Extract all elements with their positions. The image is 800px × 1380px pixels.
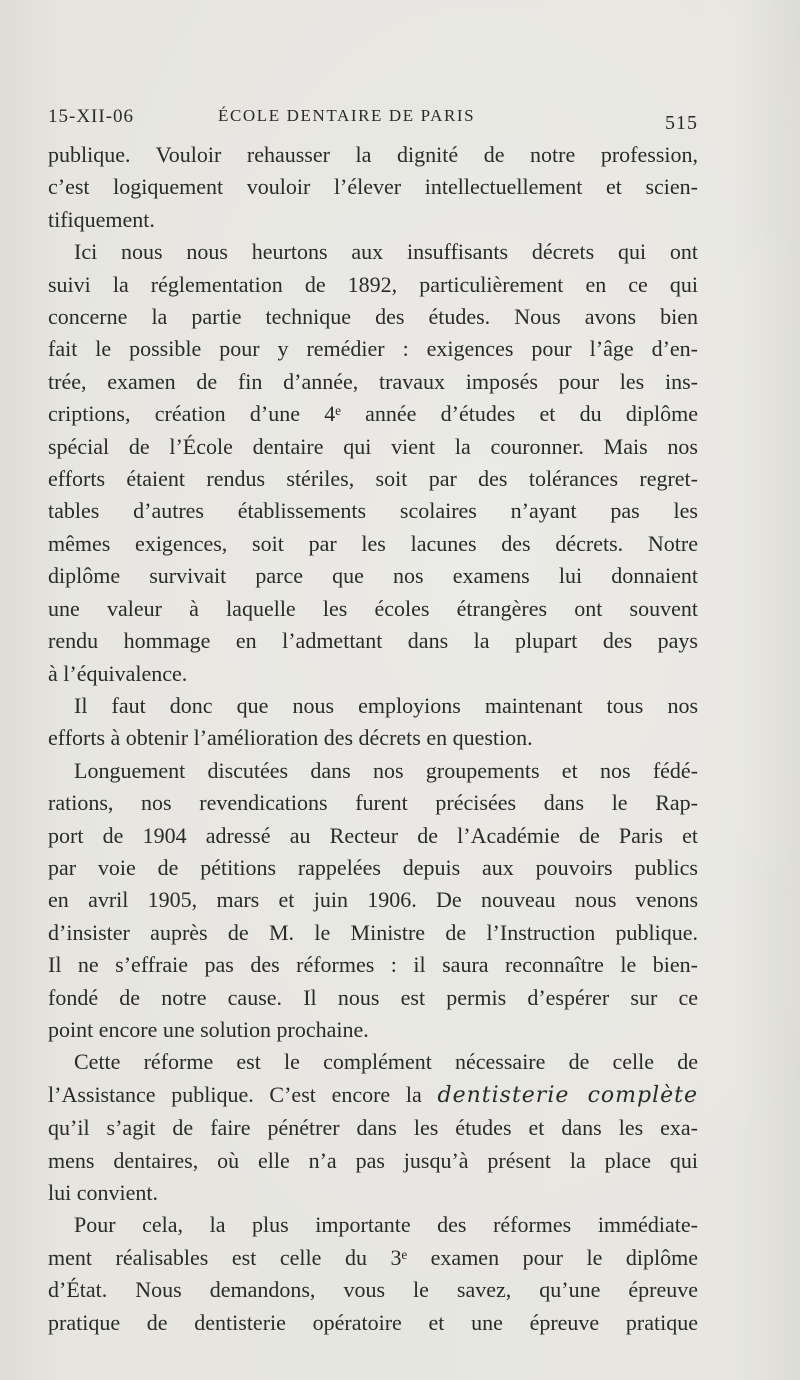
text-line: trée, examen de fin d’année, travaux imposés pour les ins- [48, 368, 698, 394]
text-line: rendu hommage en l’admettant dans la plupart des pays [48, 628, 698, 654]
text-line: Il faut donc que nous employions maintenant tous nos [74, 692, 698, 718]
text-line: qu’il s’agit de faire pénétrer dans les études et dans les exa- [48, 1115, 698, 1141]
text-line: efforts à obtenir l’amélioration des décrets en question. [48, 725, 533, 751]
text-line: concerne la partie technique des études. Nous avons bien [48, 304, 698, 330]
text-line: tables d’autres établissements scolaires n’ayant pas les [48, 498, 698, 524]
text-line: d’insister auprès de M. le Ministre de l’Instruction publique. [48, 919, 698, 945]
text-line: Il ne s’effraie pas des réformes : il saura reconnaître le bien- [48, 952, 698, 978]
text-line: suivi la réglementation de 1892, particulièrement en ce qui [48, 271, 698, 297]
text-line-with-emphasis [48, 1080, 698, 1111]
text-line: lui convient. [48, 1180, 158, 1205]
text-line: tifiquement. [48, 206, 155, 232]
text-line: pratique de dentisterie opératoire et une épreuve pratique [48, 1309, 698, 1335]
issue-date: 15-XII-06 [48, 106, 135, 127]
text-line: mêmes exigences, soit par les lacunes des décrets. Notre [48, 530, 698, 556]
body-text [48, 140, 698, 1338]
text-line: ment réalisables est celle du 3ᵉ examen pour le diplôme [48, 1244, 698, 1270]
text-line: Ici nous nous heurtons aux insuffisants décrets qui ont [74, 239, 698, 265]
page-number: 515 [665, 112, 698, 134]
emphasized-phrase: dentisterie complète [437, 1082, 698, 1108]
text-line: spécial de l’École dentaire qui vient la couronner. Mais nos [48, 433, 698, 459]
running-head [48, 104, 698, 134]
text-line: Longuement discutées dans nos groupements et nos fédé- [74, 757, 698, 783]
text-line: une valeur à laquelle les écoles étrangères ont souvent [48, 595, 698, 621]
text-line: par voie de pétitions rappelées depuis aux pouvoirs publics [48, 854, 698, 880]
text-line: rations, nos revendications furent précisées dans le Rap- [48, 790, 698, 816]
text-line: fondé de notre cause. Il nous est permis d’espérer sur ce [48, 984, 698, 1010]
text-line: publique. Vouloir rehausser la dignité de notre profession, [48, 142, 698, 167]
text-segment: l’Assistance publique. C’est encore la [48, 1081, 422, 1107]
text-line: fait le possible pour y remédier : exigences pour l’âge d’en- [48, 336, 698, 362]
text-line: efforts étaient rendus stériles, soit par des tolérances regret- [48, 466, 698, 492]
text-line: c’est logiquement vouloir l’élever intellectuellement et scien- [48, 174, 698, 200]
text-line: mens dentaires, où elle n’a pas jusqu’à présent la place qui [48, 1147, 698, 1173]
text-line: port de 1904 adressé au Recteur de l’Académie de Paris et [48, 822, 698, 848]
text-line: point encore une solution prochaine. [48, 1016, 369, 1042]
text-line: en avril 1905, mars et juin 1906. De nouveau nous venons [48, 887, 698, 913]
text-line: diplôme survivait parce que nos examens lui donnaient [48, 563, 698, 589]
text-line: Cette réforme est le complément nécessaire de celle de [74, 1049, 698, 1075]
journal-title: ÉCOLE DENTAIRE DE PARIS [218, 106, 476, 125]
text-line: criptions, création d’une 4ᵉ année d’études et du diplôme [48, 401, 698, 427]
text-line: Pour cela, la plus importante des réformes immédiate- [74, 1212, 698, 1238]
text-line: à l’équivalence. [48, 660, 188, 686]
text-line: d’État. Nous demandons, vous le savez, qu’une épreuve [48, 1277, 698, 1303]
